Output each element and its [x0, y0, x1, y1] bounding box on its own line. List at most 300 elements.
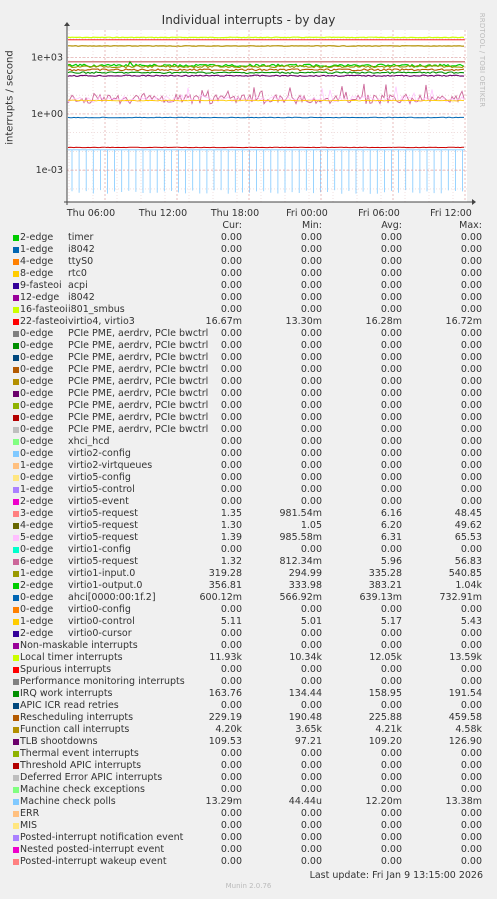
legend-min: 0.00 — [300, 472, 322, 483]
legend-min: 0.00 — [300, 424, 322, 435]
legend-cur: 0.00 — [220, 460, 242, 471]
legend-cur: 0.00 — [220, 280, 242, 291]
legend-avg: 5.96 — [380, 556, 402, 567]
legend-name: Non-maskable interrupts — [20, 640, 138, 651]
legend-cur: 1.39 — [220, 532, 242, 543]
legend-avg: 0.00 — [380, 388, 402, 399]
legend-swatch — [13, 559, 19, 565]
legend-desc: ahci[0000:00:1f.2] — [68, 592, 156, 603]
legend-swatch — [13, 451, 19, 457]
legend-max: 0.00 — [460, 424, 482, 435]
legend-row — [0, 340, 497, 352]
legend-avg: 12.05k — [369, 652, 402, 663]
legend-avg: 0.00 — [380, 472, 402, 483]
legend-cur: 1.35 — [220, 508, 242, 519]
legend-min: 0.00 — [300, 856, 322, 867]
legend-row — [0, 568, 497, 580]
legend-swatch — [13, 415, 19, 421]
legend-name: 0-edge — [20, 424, 54, 435]
legend-name: Posted-interrupt wakeup event — [20, 856, 167, 867]
legend-name: 2-edge — [20, 496, 54, 507]
legend-cur: 0.00 — [220, 388, 242, 399]
legend-swatch — [13, 739, 19, 745]
legend-avg: 0.00 — [380, 772, 402, 783]
legend-avg: 0.00 — [380, 664, 402, 675]
legend-avg: 0.00 — [380, 544, 402, 555]
legend-desc: virtio1-input.0 — [68, 568, 136, 579]
legend-avg: 0.00 — [380, 784, 402, 795]
legend-row — [0, 304, 497, 316]
legend-max: 65.53 — [454, 532, 482, 543]
legend-name: MIS — [20, 820, 38, 831]
legend-min: 0.00 — [300, 628, 322, 639]
legend-row — [0, 832, 497, 844]
plot-background — [67, 30, 467, 202]
legend-min: 0.00 — [300, 832, 322, 843]
legend-max: 0.00 — [460, 664, 482, 675]
legend-row — [0, 808, 497, 820]
legend-max: 0.00 — [460, 844, 482, 855]
x-tick-label: Fri 12:00 — [430, 208, 472, 219]
legend-max: 13.59k — [449, 652, 482, 663]
legend-desc: i801_smbus — [68, 304, 125, 315]
legend-swatch — [13, 655, 19, 661]
legend-name: 1-edge — [20, 568, 54, 579]
legend-min: 0.00 — [300, 328, 322, 339]
legend-desc: virtio0-control — [68, 616, 135, 627]
legend-min: 0.00 — [300, 280, 322, 291]
legend-swatch — [13, 523, 19, 529]
legend-min: 0.00 — [300, 820, 322, 831]
legend-max: 4.58k — [455, 724, 482, 735]
legend-name: 0-edge — [20, 448, 54, 459]
legend-name: 0-edge — [20, 376, 54, 387]
legend-min: 0.00 — [300, 388, 322, 399]
legend-avg: 0.00 — [380, 340, 402, 351]
legend-cur: 0.00 — [220, 412, 242, 423]
legend-name: Function call interrupts — [20, 724, 130, 735]
legend-desc: PCIe PME, aerdrv, PCIe bwctrl — [68, 376, 209, 387]
legend-cur: 0.00 — [220, 856, 242, 867]
legend-cur: 0.00 — [220, 268, 242, 279]
legend-swatch — [13, 295, 19, 301]
legend-avg: 0.00 — [380, 604, 402, 615]
legend-desc: virtio5-request — [68, 508, 138, 519]
header-max: Max: — [459, 220, 482, 231]
legend-avg: 0.00 — [380, 496, 402, 507]
legend-min: 97.21 — [294, 736, 322, 747]
legend-swatch — [13, 463, 19, 469]
legend-min: 0.00 — [300, 748, 322, 759]
legend-swatch — [13, 331, 19, 337]
legend-row — [0, 280, 497, 292]
legend-row — [0, 232, 497, 244]
legend-swatch — [13, 427, 19, 433]
legend-max: 0.00 — [460, 448, 482, 459]
legend-avg: 0.00 — [380, 640, 402, 651]
legend-name: 0-edge — [20, 352, 54, 363]
legend-swatch — [13, 499, 19, 505]
legend-row — [0, 700, 497, 712]
legend-min: 13.30m — [285, 316, 322, 327]
legend-name: Threshold APIC interrupts — [20, 760, 142, 771]
legend-max: 0.00 — [460, 700, 482, 711]
legend-row — [0, 376, 497, 388]
legend-swatch — [13, 307, 19, 313]
legend-name: 0-edge — [20, 340, 54, 351]
legend-avg: 16.28m — [365, 316, 402, 327]
legend-avg: 0.00 — [380, 436, 402, 447]
legend-max: 0.00 — [460, 280, 482, 291]
legend-min: 294.99 — [288, 568, 322, 579]
legend-cur: 5.11 — [220, 616, 242, 627]
legend-min: 0.00 — [300, 268, 322, 279]
legend-row — [0, 508, 497, 520]
legend-row — [0, 472, 497, 484]
series-ahci — [68, 117, 464, 118]
legend-cur: 0.00 — [220, 544, 242, 555]
legend-row — [0, 784, 497, 796]
legend-avg: 0.00 — [380, 328, 402, 339]
legend-swatch — [13, 583, 19, 589]
legend-avg: 0.00 — [380, 280, 402, 291]
legend-cur: 0.00 — [220, 376, 242, 387]
legend-desc: PCIe PME, aerdrv, PCIe bwctrl — [68, 340, 209, 351]
legend-cur: 0.00 — [220, 292, 242, 303]
legend-name: 0-edge — [20, 412, 54, 423]
legend-name: 0-edge — [20, 400, 54, 411]
header-min: Min: — [301, 220, 322, 231]
legend-desc: timer — [68, 232, 94, 243]
legend-cur: 356.81 — [208, 580, 242, 591]
legend-row — [0, 640, 497, 652]
x-axis-arrow — [472, 199, 476, 205]
y-tick-label: 1e+00 — [31, 108, 63, 120]
legend-swatch — [13, 403, 19, 409]
legend-name: Machine check exceptions — [20, 784, 145, 795]
legend-avg: 0.00 — [380, 364, 402, 375]
legend-cur: 0.00 — [220, 700, 242, 711]
legend-avg: 225.88 — [368, 712, 402, 723]
legend-max: 0.00 — [460, 640, 482, 651]
legend-row — [0, 556, 497, 568]
legend-max: 0.00 — [460, 544, 482, 555]
legend-row — [0, 544, 497, 556]
legend-max: 0.00 — [460, 340, 482, 351]
legend-min: 0.00 — [300, 364, 322, 375]
legend-swatch — [13, 271, 19, 277]
legend-avg: 12.20m — [365, 796, 402, 807]
legend-min: 44.44u — [288, 796, 322, 807]
legend-swatch — [13, 475, 19, 481]
legend-min: 0.00 — [300, 436, 322, 447]
legend-row — [0, 268, 497, 280]
legend-desc: PCIe PME, aerdrv, PCIe bwctrl — [68, 412, 209, 423]
legend-swatch — [13, 835, 19, 841]
legend-avg: 0.00 — [380, 352, 402, 363]
legend-max: 540.85 — [448, 568, 482, 579]
legend-swatch — [13, 619, 19, 625]
legend-min: 0.00 — [300, 784, 322, 795]
legend-max: 0.00 — [460, 460, 482, 471]
legend-avg: 0.00 — [380, 748, 402, 759]
legend-min: 3.65k — [295, 724, 322, 735]
legend-name: 0-edge — [20, 328, 54, 339]
legend-swatch — [13, 679, 19, 685]
rrdtool-credit: RRDTOOL / TOBI OETIKER — [478, 12, 486, 108]
legend-cur: 0.00 — [220, 496, 242, 507]
plot-area — [0, 0, 497, 225]
legend-row — [0, 616, 497, 628]
legend-row — [0, 856, 497, 868]
legend-swatch — [13, 727, 19, 733]
legend-swatch — [13, 691, 19, 697]
legend-max: 191.54 — [448, 688, 482, 699]
legend-cur: 0.00 — [220, 304, 242, 315]
legend-row — [0, 400, 497, 412]
legend-min: 333.98 — [288, 580, 322, 591]
legend-swatch — [13, 439, 19, 445]
legend-cur: 0.00 — [220, 400, 242, 411]
legend-desc: virtio2-virtqueues — [68, 460, 153, 471]
legend-desc: virtio5-request — [68, 520, 138, 531]
legend-cur: 0.00 — [220, 748, 242, 759]
legend-avg: 0.00 — [380, 244, 402, 255]
legend-min: 0.00 — [300, 844, 322, 855]
legend-max: 0.00 — [460, 784, 482, 795]
legend-row — [0, 772, 497, 784]
x-tick-label: Fri 06:00 — [358, 208, 400, 219]
legend-min: 566.92m — [279, 592, 322, 603]
header-cur: Cur: — [222, 220, 242, 231]
legend-max: 0.00 — [460, 304, 482, 315]
legend-avg: 0.00 — [380, 400, 402, 411]
legend-name: 0-edge — [20, 472, 54, 483]
legend-min: 0.00 — [300, 772, 322, 783]
legend-name: Performance monitoring interrupts — [20, 676, 185, 687]
legend-name: Thermal event interrupts — [20, 748, 139, 759]
legend-swatch — [13, 235, 19, 241]
legend-cur: 0.00 — [220, 832, 242, 843]
legend-max: 0.00 — [460, 472, 482, 483]
legend-desc: virtio0-cursor — [68, 628, 132, 639]
legend-avg: 0.00 — [380, 448, 402, 459]
legend-max: 0.00 — [460, 676, 482, 687]
legend-max: 0.00 — [460, 856, 482, 867]
legend-name: 16-fasteoi — [20, 304, 68, 315]
legend-max: 0.00 — [460, 820, 482, 831]
legend-max: 49.62 — [454, 520, 482, 531]
legend-desc: PCIe PME, aerdrv, PCIe bwctrl — [68, 364, 209, 375]
legend-name: 0-edge — [20, 592, 54, 603]
legend-name: 2-edge — [20, 232, 54, 243]
legend-max: 0.00 — [460, 760, 482, 771]
legend-name: 4-edge — [20, 520, 54, 531]
legend-swatch — [13, 811, 19, 817]
legend-cur: 0.00 — [220, 472, 242, 483]
chart-title: Individual interrupts - by day — [161, 13, 336, 27]
legend-min: 0.00 — [300, 460, 322, 471]
legend-row — [0, 484, 497, 496]
legend-avg: 4.21k — [375, 724, 402, 735]
legend-max: 0.00 — [460, 388, 482, 399]
legend-avg: 0.00 — [380, 628, 402, 639]
legend-row — [0, 712, 497, 724]
legend-min: 0.00 — [300, 808, 322, 819]
legend-row — [0, 352, 497, 364]
legend-avg: 0.00 — [380, 292, 402, 303]
legend-name: 1-edge — [20, 616, 54, 627]
legend-cur: 0.00 — [220, 340, 242, 351]
legend-row — [0, 292, 497, 304]
legend-max: 0.00 — [460, 232, 482, 243]
legend-min: 0.00 — [300, 676, 322, 687]
legend-desc: PCIe PME, aerdrv, PCIe bwctrl — [68, 400, 209, 411]
y-tick-label: 1e+03 — [31, 52, 63, 64]
legend-desc: virtio5-config — [68, 472, 131, 483]
legend-row — [0, 412, 497, 424]
legend-avg: 6.31 — [380, 532, 402, 543]
legend-avg: 0.00 — [380, 268, 402, 279]
legend-max: 0.00 — [460, 496, 482, 507]
legend-min: 0.00 — [300, 448, 322, 459]
legend-cur: 0.00 — [220, 760, 242, 771]
legend-avg: 0.00 — [380, 832, 402, 843]
legend-cur: 319.28 — [208, 568, 242, 579]
legend-cur: 0.00 — [220, 448, 242, 459]
legend-desc: PCIe PME, aerdrv, PCIe bwctrl — [68, 388, 209, 399]
series-virtio0-control — [68, 100, 464, 101]
legend-max: 0.00 — [460, 412, 482, 423]
legend-avg: 0.00 — [380, 376, 402, 387]
legend-desc: rtc0 — [68, 268, 87, 279]
legend-cur: 13.29m — [205, 796, 242, 807]
legend-desc: virtio5-request — [68, 556, 138, 567]
legend-swatch — [13, 283, 19, 289]
legend-max: 0.00 — [460, 352, 482, 363]
legend-row — [0, 844, 497, 856]
legend-row — [0, 496, 497, 508]
legend-name: Rescheduling interrupts — [20, 712, 134, 723]
legend-swatch — [13, 715, 19, 721]
legend-swatch — [13, 343, 19, 349]
legend-swatch — [13, 847, 19, 853]
legend-row — [0, 460, 497, 472]
legend-swatch — [13, 571, 19, 577]
legend-min: 0.00 — [300, 376, 322, 387]
legend-name: Spurious interrupts — [20, 664, 112, 675]
series-function-call — [68, 46, 464, 47]
legend-row — [0, 760, 497, 772]
legend-desc: PCIe PME, aerdrv, PCIe bwctrl — [68, 352, 209, 363]
legend-name: 2-edge — [20, 580, 54, 591]
y-axis-arrow — [64, 22, 70, 26]
legend-swatch — [13, 535, 19, 541]
legend-desc: acpi — [68, 280, 88, 291]
legend-swatch — [13, 751, 19, 757]
legend-max: 0.00 — [460, 292, 482, 303]
legend-max: 0.00 — [460, 244, 482, 255]
legend-swatch — [13, 703, 19, 709]
legend-min: 5.01 — [300, 616, 322, 627]
legend-name: Machine check polls — [20, 796, 116, 807]
legend-min: 0.00 — [300, 340, 322, 351]
legend-max: 0.00 — [460, 436, 482, 447]
legend-swatch — [13, 247, 19, 253]
legend-min: 0.00 — [300, 496, 322, 507]
legend-cur: 0.00 — [220, 784, 242, 795]
legend-row — [0, 664, 497, 676]
legend-desc: PCIe PME, aerdrv, PCIe bwctrl — [68, 328, 209, 339]
legend-row — [0, 748, 497, 760]
legend-cur: 1.30 — [220, 520, 242, 531]
legend-row — [0, 388, 497, 400]
legend-avg: 158.95 — [368, 688, 402, 699]
legend-cur: 0.00 — [220, 640, 242, 651]
legend-swatch — [13, 787, 19, 793]
legend-avg: 0.00 — [380, 700, 402, 711]
legend-max: 1.04k — [455, 580, 482, 591]
legend-max: 0.00 — [460, 772, 482, 783]
legend-name: IRQ work interrupts — [20, 688, 113, 699]
legend-swatch — [13, 667, 19, 673]
legend-avg: 0.00 — [380, 484, 402, 495]
legend-name: 1-edge — [20, 484, 54, 495]
legend-swatch — [13, 367, 19, 373]
legend-min: 0.00 — [300, 256, 322, 267]
legend-swatch — [13, 391, 19, 397]
legend-min: 985.58m — [279, 532, 322, 543]
legend-name: Nested posted-interrupt event — [20, 844, 165, 855]
legend-desc: virtio1-output.0 — [68, 580, 143, 591]
legend-min: 812.34m — [279, 556, 322, 567]
legend-avg: 0.00 — [380, 820, 402, 831]
legend-cur: 0.00 — [220, 844, 242, 855]
legend-max: 0.00 — [460, 364, 482, 375]
legend-swatch — [13, 547, 19, 553]
legend-swatch — [13, 259, 19, 265]
legend-avg: 109.20 — [368, 736, 402, 747]
legend-row — [0, 652, 497, 664]
legend-desc: PCIe PME, aerdrv, PCIe bwctrl — [68, 424, 209, 435]
legend-cur: 1.32 — [220, 556, 242, 567]
legend-swatch — [13, 763, 19, 769]
legend-max: 0.00 — [460, 832, 482, 843]
legend-cur: 0.00 — [220, 232, 242, 243]
legend-name: 0-edge — [20, 364, 54, 375]
legend-max: 459.58 — [448, 712, 482, 723]
legend-desc: ttyS0 — [68, 256, 94, 267]
legend-max: 126.90 — [448, 736, 482, 747]
legend-desc: virtio0-config — [68, 604, 131, 615]
legend-desc: virtio5-control — [68, 484, 135, 495]
legend-max: 0.00 — [460, 604, 482, 615]
legend-avg: 0.00 — [380, 424, 402, 435]
legend-min: 0.00 — [300, 412, 322, 423]
legend-name: ERR — [20, 808, 40, 819]
legend-avg: 0.00 — [380, 256, 402, 267]
legend-swatch — [13, 799, 19, 805]
legend-min: 0.00 — [300, 232, 322, 243]
legend-avg: 0.00 — [380, 412, 402, 423]
legend-min: 134.44 — [288, 688, 322, 699]
legend-avg: 0.00 — [380, 844, 402, 855]
legend-avg: 383.21 — [368, 580, 402, 591]
legend-name: 4-edge — [20, 256, 54, 267]
legend-name: 22-fasteoi — [20, 316, 68, 327]
legend-cur: 0.00 — [220, 364, 242, 375]
munin-version: Munin 2.0.76 — [225, 882, 272, 890]
